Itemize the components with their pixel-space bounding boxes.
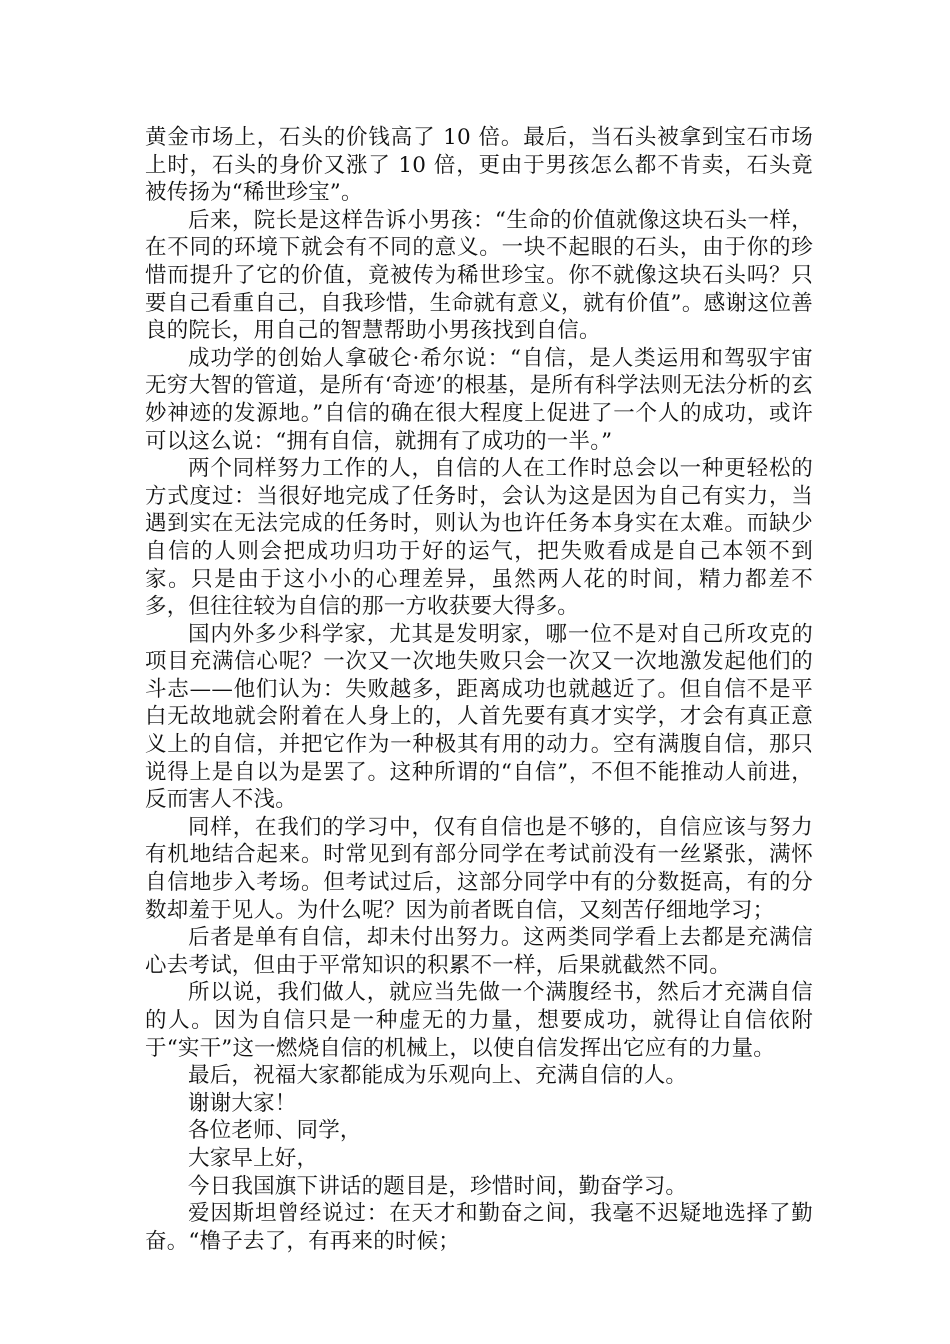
paragraph-9: 最后，祝福大家都能成为乐观向上、充满自信的人。 [188, 1063, 688, 1089]
paragraph-11: 各位老师、同学， [188, 1118, 362, 1144]
paragraph-10: 谢谢大家！ [188, 1090, 297, 1116]
paragraph-4: 两个同样努力工作的人，自信的人在工作时总会以一种更轻松的方式度过：当很好地完成了任务时，会认为这是因为自己有实力，当遇到实在无法完成的任务时，则认为也许任务本身实在太难。而缺少自信的人则会把成功归功于好的运气，把失败看成是自己本领不到家。只是由于这小小的心理差异，虽然两人花的时间，精力都差不多，但往往较为自信的那一方收获要大得多。 [145, 456, 813, 620]
paragraph-14: 爱因斯坦曾经说过：在天才和勤奋之间，我毫不迟疑地选择了勤奋。“橹子去了，有再来的时候； [145, 1201, 813, 1254]
paragraph-8: 所以说，我们做人，就应当先做一个满腹经书，然后才充满自信的人。因为自信只是一种虚无的力量，想要成功，就得让自信依附于“实干”这一燃烧自信的机械上，以使自信发挥出它应有的力量。 [145, 980, 813, 1061]
paragraph-3: 成功学的创始人拿破仑·希尔说：“自信，是人类运用和驾驭宇宙无穷大智的管道，是所有‘奇迹’的根基，是所有科学法则无法分析的玄妙神迹的发源地。”自信的确在很大程度上促进了一个人的成功，或许可以这么说：“拥有自信，就拥有了成功的一半。” [145, 345, 813, 454]
paragraph-6: 同样，在我们的学习中，仅有自信也是不够的，自信应该与努力有机地结合起来。时常见到有部分同学在考试前没有一丝紧张，满怀自信地步入考场。但考试过后，这部分同学中有的分数挺高，有的分数却羞于见人。为什么呢？因为前者既自信，又刻苦仔细地学习； [145, 814, 813, 923]
paragraph-7: 后者是单有自信，却未付出努力。这两类同学看上去都是充满信心去考试，但由于平常知识的积累不一样，后果就截然不同。 [145, 925, 813, 978]
paragraph-13: 今日我国旗下讲话的题目是，珍惜时间，勤奋学习。 [188, 1173, 688, 1199]
paragraph-5: 国内外多少科学家，尤其是发明家，哪一位不是对自己所攻克的项目充满信心呢？一次又一次地失败只会一次又一次地激发起他们的斗志——他们认为：失败越多，距离成功也就越近了。但自信不是平白无故地就会附着在人身上的，人首先要有真才实学，才会有真正意义上的自信，并把它作为一种极其有用的动力。空有满腹自信，那只说得上是自以为是罢了。这种所谓的“自信”，不但不能推动人前进，反而害人不浅。 [145, 621, 813, 813]
document-body [145, 124, 813, 1255]
paragraph-2: 后来，院长是这样告诉小男孩：“生命的价值就像这块石头一样，在不同的环境下就会有不同的意义。一块不起眼的石头，由于你的珍惜而提升了它的价值，竟被传为稀世珍宝。你不就像这块石头吗？只要自己看重自己，自我珍惜，生命就有意义，就有价值”。感谢这位善良的院长，用自己的智慧帮助小男孩找到自信。 [145, 207, 813, 344]
paragraph-1: 黄金市场上，石头的价钱高了 10 倍。最后，当石头被拿到宝石市场上时，石头的身价又涨了 10 倍，更由于男孩怎么都不肯卖，石头竟被传扬为“稀世珍宝”。 [145, 125, 813, 206]
paragraph-12: 大家早上好， [188, 1145, 319, 1171]
